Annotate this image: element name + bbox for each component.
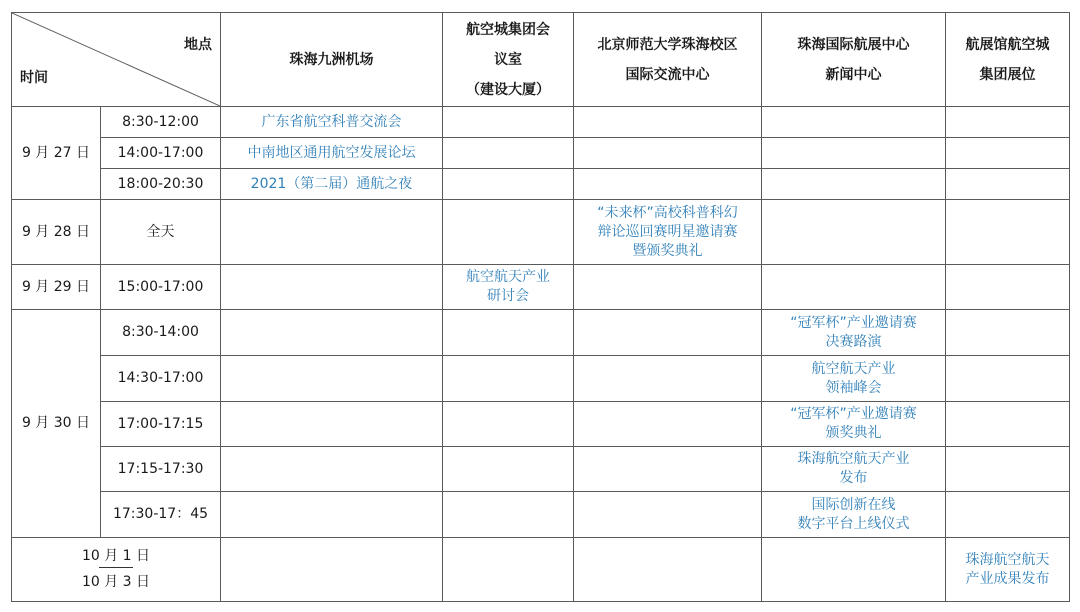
- empty-cell: [762, 169, 946, 200]
- event-cell: 国际创新在线 数字平台上线仪式: [762, 492, 946, 538]
- empty-cell: [443, 169, 574, 200]
- empty-cell: [946, 265, 1070, 310]
- date-range-cell-oct: [12, 538, 221, 602]
- event-cell: 珠海航空航天产业 发布: [762, 447, 946, 492]
- empty-cell: [946, 356, 1070, 402]
- empty-cell: [946, 310, 1070, 356]
- time-slot-cell: 18:00-20:30: [101, 169, 221, 200]
- table-row: [12, 538, 1070, 602]
- empty-cell: [946, 107, 1070, 138]
- venue-header-aviation-city-meeting-room: 航空城集团会 议室 （建设大厦）: [443, 13, 574, 107]
- empty-cell: [574, 538, 762, 602]
- empty-cell: [443, 356, 574, 402]
- corner-header-cell: [12, 13, 221, 107]
- empty-cell: [443, 447, 574, 492]
- time-slot-cell: 8:30-12:00: [101, 107, 221, 138]
- empty-cell: [946, 447, 1070, 492]
- empty-cell: [762, 265, 946, 310]
- empty-cell: [221, 402, 443, 447]
- empty-cell: [574, 138, 762, 169]
- table-row: [12, 169, 1070, 200]
- table-row: [12, 402, 1070, 447]
- place-axis-label: 地点: [184, 37, 212, 53]
- empty-cell: [946, 169, 1070, 200]
- venue-header-bnu-zhuhai: 北京师范大学珠海校区 国际交流中心: [574, 13, 762, 107]
- empty-cell: [574, 447, 762, 492]
- empty-cell: [574, 107, 762, 138]
- date-cell-sep28: 9 月 28 日: [12, 200, 101, 265]
- empty-cell: [946, 402, 1070, 447]
- time-slot-cell: 17:00-17:15: [101, 402, 221, 447]
- event-cell: “未来杯”高校科普科幻 辩论巡回赛明星邀请赛 暨颁奖典礼: [574, 200, 762, 265]
- schedule-document: [11, 12, 1070, 602]
- empty-cell: [574, 265, 762, 310]
- event-cell: “冠军杯”产业邀请赛 颁奖典礼: [762, 402, 946, 447]
- empty-cell: [221, 356, 443, 402]
- time-slot-cell: 8:30-14:00: [101, 310, 221, 356]
- range-dash: [99, 567, 133, 568]
- empty-cell: [443, 138, 574, 169]
- event-schedule-table: [11, 12, 1070, 602]
- table-row: [12, 447, 1070, 492]
- range-start-date: 10 月 1 日: [81, 548, 151, 564]
- venue-header-airshow-news-center: 珠海国际航展中心 新闻中心: [762, 13, 946, 107]
- date-cell-sep29: 9 月 29 日: [12, 265, 101, 310]
- empty-cell: [946, 200, 1070, 265]
- time-slot-cell: 17:30-17：45: [101, 492, 221, 538]
- event-cell: 珠海航空航天 产业成果发布: [946, 538, 1070, 602]
- empty-cell: [221, 265, 443, 310]
- event-cell: 航空航天产业 领袖峰会: [762, 356, 946, 402]
- header-row: [12, 13, 1070, 107]
- empty-cell: [443, 310, 574, 356]
- event-cell: 航空航天产业 研讨会: [443, 265, 574, 310]
- empty-cell: [443, 200, 574, 265]
- time-slot-cell: 14:00-17:00: [101, 138, 221, 169]
- empty-cell: [762, 200, 946, 265]
- event-cell: 2021（第二届）通航之夜: [221, 169, 443, 200]
- venue-header-jiuzhou-airport: 珠海九洲机场: [221, 13, 443, 107]
- event-cell: “冠军杯”产业邀请赛 决赛路演: [762, 310, 946, 356]
- empty-cell: [443, 538, 574, 602]
- empty-cell: [946, 492, 1070, 538]
- empty-cell: [221, 538, 443, 602]
- empty-cell: [574, 310, 762, 356]
- event-cell: 广东省航空科普交流会: [221, 107, 443, 138]
- empty-cell: [443, 107, 574, 138]
- empty-cell: [762, 107, 946, 138]
- empty-cell: [221, 492, 443, 538]
- diagonal-divider: [12, 13, 220, 106]
- table-row: [12, 200, 1070, 265]
- table-row: [12, 265, 1070, 310]
- venue-header-exhibition-booth: 航展馆航空城 集团展位: [946, 13, 1070, 107]
- time-slot-cell: 15:00-17:00: [101, 265, 221, 310]
- empty-cell: [443, 492, 574, 538]
- date-cell-sep27: 9 月 27 日: [12, 107, 101, 200]
- range-end-date: 10 月 3 日: [81, 574, 151, 590]
- time-axis-label: 时间: [20, 70, 48, 86]
- empty-cell: [762, 138, 946, 169]
- table-row: [12, 138, 1070, 169]
- table-row: [12, 107, 1070, 138]
- empty-cell: [762, 538, 946, 602]
- table-row: [12, 356, 1070, 402]
- empty-cell: [221, 200, 443, 265]
- empty-cell: [221, 310, 443, 356]
- event-cell: 中南地区通用航空发展论坛: [221, 138, 443, 169]
- empty-cell: [574, 169, 762, 200]
- date-cell-sep30: 9 月 30 日: [12, 310, 101, 538]
- table-row: [12, 310, 1070, 356]
- empty-cell: [946, 138, 1070, 169]
- empty-cell: [443, 402, 574, 447]
- empty-cell: [574, 492, 762, 538]
- time-slot-cell: 17:15-17:30: [101, 447, 221, 492]
- empty-cell: [574, 402, 762, 447]
- time-slot-cell: 14:30-17:00: [101, 356, 221, 402]
- table-row: [12, 492, 1070, 538]
- empty-cell: [221, 447, 443, 492]
- time-slot-cell: 全天: [101, 200, 221, 265]
- empty-cell: [574, 356, 762, 402]
